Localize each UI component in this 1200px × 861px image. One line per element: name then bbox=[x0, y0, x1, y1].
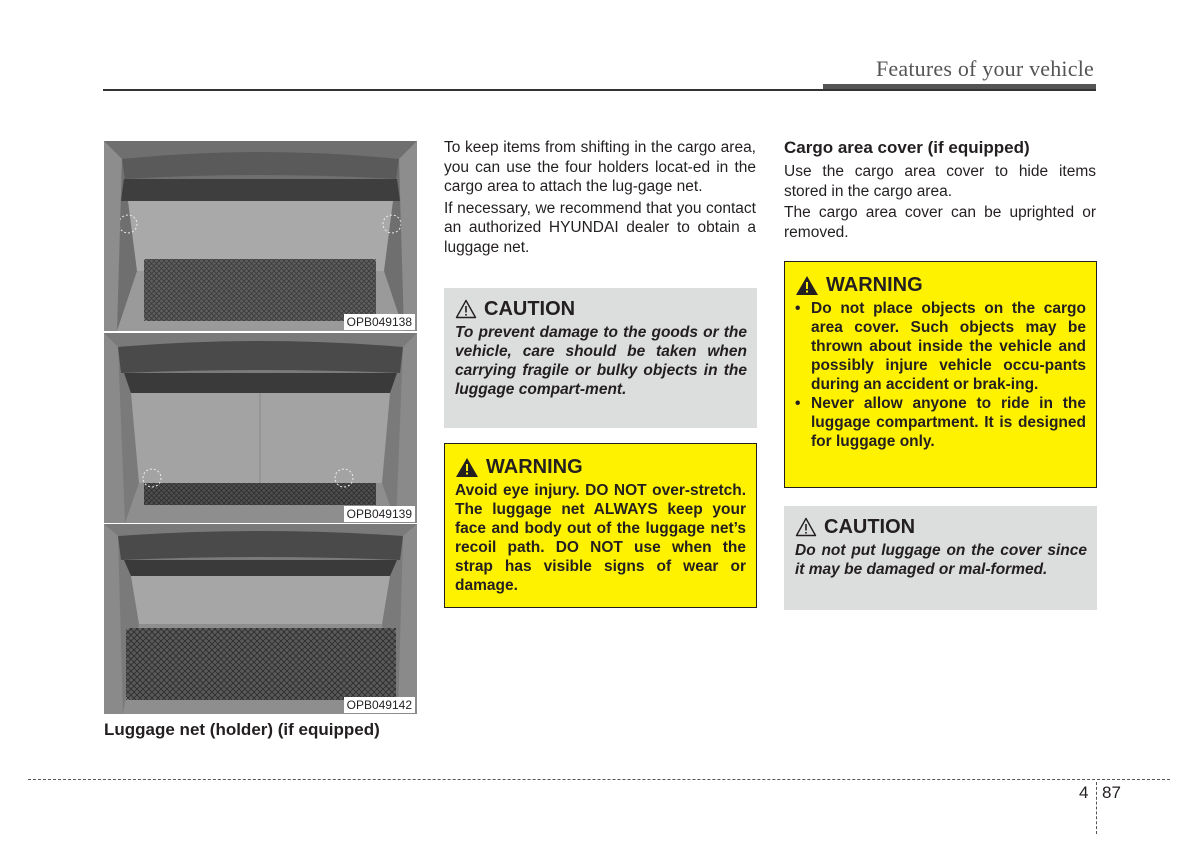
warning-triangle-icon bbox=[455, 457, 479, 478]
caution-title: CAUTION bbox=[824, 516, 916, 538]
warning-heading bbox=[795, 273, 1086, 297]
caution-heading bbox=[455, 297, 747, 321]
warning-list-item bbox=[795, 394, 1086, 451]
photo-code-label: OPB049139 bbox=[344, 506, 415, 522]
body-paragraph: To keep items from shifting in the cargo area, you can use the four holders locat-ed in the cargo area to attach the lug-gage net. bbox=[444, 139, 756, 195]
warning-box bbox=[784, 261, 1097, 488]
luggage-net-description bbox=[444, 138, 756, 257]
body-paragraph: If necessary, we recommend that you contact an authorized HYUNDAI dealer to obtain a luggage net. bbox=[444, 199, 756, 256]
caution-text: To prevent damage to the goods or the vehicle, care should be taken when carrying fragile or bulky objects in the luggage compart-ment. bbox=[455, 324, 747, 398]
page-number: 87 bbox=[1102, 783, 1121, 802]
bullet-glyph: • bbox=[795, 395, 801, 412]
page-number-divider bbox=[1096, 782, 1097, 834]
caution-triangle-icon bbox=[795, 517, 817, 537]
photo-code-label: OPB049142 bbox=[344, 697, 415, 713]
bullet-glyph: • bbox=[795, 300, 801, 317]
cargo-photo-2 bbox=[104, 333, 417, 523]
warning-item-text: Never allow anyone to ride in the luggage compartment. It is designed for luggage only. bbox=[811, 395, 1086, 450]
cargo-photo-1 bbox=[104, 141, 417, 331]
cargo-photo-3 bbox=[104, 524, 417, 714]
warning-heading bbox=[455, 455, 746, 479]
caution-text: Do not put luggage on the cover since it may be damaged or mal-formed. bbox=[795, 542, 1087, 578]
luggage-net-installed-photo bbox=[104, 524, 417, 714]
warning-triangle-icon bbox=[795, 275, 819, 296]
caution-title: CAUTION bbox=[484, 298, 576, 320]
photo-caption: Luggage net (holder) (if equipped) bbox=[104, 720, 380, 739]
warning-box bbox=[444, 443, 757, 608]
luggage-net-holders-photo bbox=[104, 333, 417, 523]
chapter-number: 4 bbox=[1079, 783, 1089, 802]
warning-title: WARNING bbox=[486, 456, 583, 478]
caution-heading bbox=[795, 515, 1087, 539]
photo-code-label: OPB049138 bbox=[344, 314, 415, 330]
header-rule bbox=[103, 89, 1096, 91]
warning-title: WARNING bbox=[826, 274, 923, 296]
running-header: Features of your vehicle bbox=[875, 56, 1094, 81]
warning-list bbox=[795, 299, 1086, 451]
caution-box bbox=[444, 288, 757, 428]
luggage-net-holders-photo bbox=[104, 141, 417, 331]
footer-rule bbox=[28, 779, 1170, 780]
section-title: Cargo area cover (if equipped) bbox=[784, 138, 1030, 157]
body-paragraph: Use the cargo area cover to hide items stored in the cargo area. bbox=[784, 163, 1096, 200]
warning-list-item bbox=[795, 299, 1086, 394]
caution-box bbox=[784, 506, 1097, 610]
cargo-cover-section bbox=[784, 138, 1096, 242]
warning-text: Avoid eye injury. DO NOT over-stretch. The luggage net ALWAYS keep your face and body out of the luggage net’s recoil path. DO NOT use when the strap has visible signs of wear or damage. bbox=[455, 482, 746, 594]
caution-triangle-icon bbox=[455, 299, 477, 319]
body-paragraph: The cargo area cover can be uprighted or removed. bbox=[784, 204, 1096, 241]
warning-item-text: Do not place objects on the cargo area cover. Such objects may be thrown about inside the vehicle and possibly injure vehicle occu-pants during an accident or brak-ing. bbox=[811, 300, 1086, 393]
